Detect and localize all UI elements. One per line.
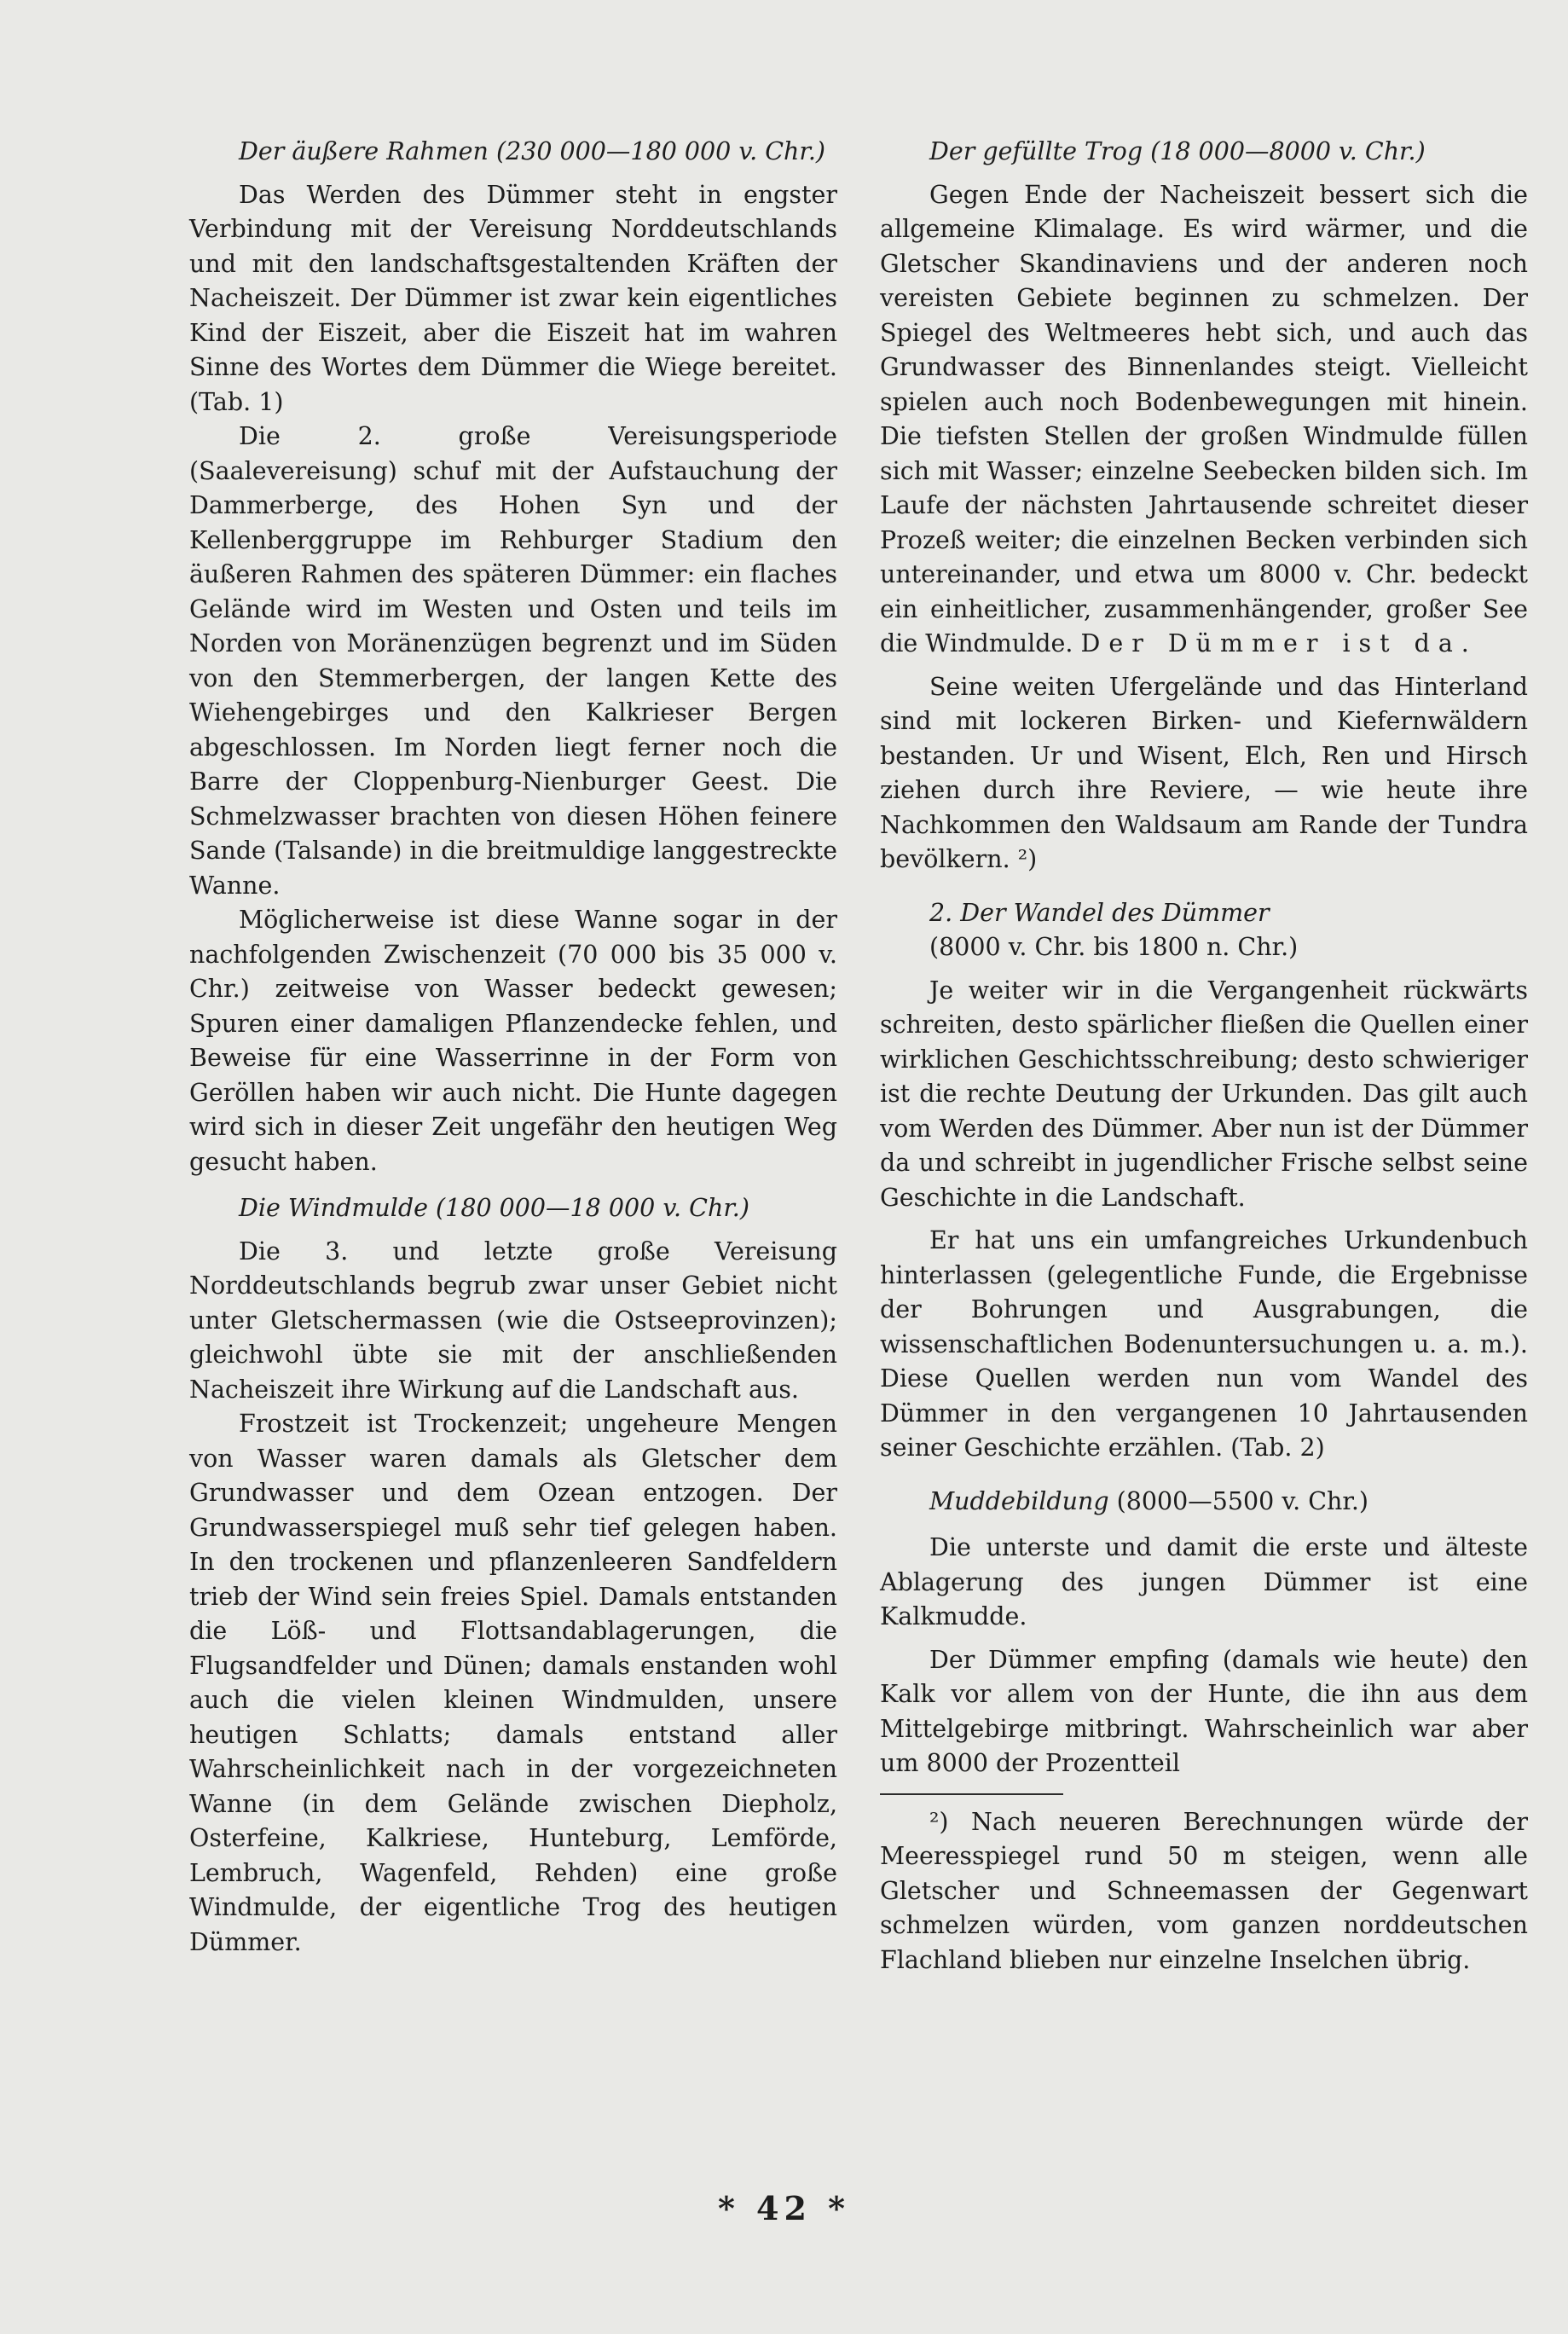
paragraph: Der Dümmer empfing (damals wie heute) den Kalk vor allem von der Hunte, die ihn aus dem Mittelgebirge mitbringt. Wahrscheinlich war aber um 8000 der Prozentteil: [880, 1645, 1528, 1777]
paragraph: Das Werden des Dümmer steht in engster Verbindung mit der Vereisung Norddeutschlands und mit den landschaftsgestaltenden Kräften der Nacheiszeit. Der Dümmer ist zwar kein eigentliches Kind der Eiszeit, aber die Eiszeit hat im wahren Sinne des Wortes dem Dümmer die Wiege bereitet. (Tab. 1): [189, 180, 837, 416]
section-heading-filled-trough: Der gefüllte Trog (18 000—8000 v. Chr.): [929, 137, 1426, 165]
footnote-reference: ²): [1017, 845, 1038, 873]
paragraph: Je weiter wir in die Vergangenheit rückwärts schreiten, desto spärlicher fließen die Quellen einer wirklichen Geschichtsschreibung; desto schwieriger ist die rechte Deutung der Urkunden. Das gilt auch vom Werden des Dümmer. Aber nun ist der Dümmer da und schreibt in jugendlicher Frische selbst seine Geschichte in die Landschaft.: [880, 976, 1528, 1212]
paragraph: Frostzeit ist Trockenzeit; ungeheure Mengen von Wasser waren damals als Gletscher dem Grundwasser und dem Ozean entzogen. Der Grundwasserspiegel muß sehr tief gelegen haben. In den trockenen und pflanzenleeren Sandfeldern trieb der Wind sein freies Spiel. Damals entstanden die Löß- und Flottsandablagerungen, die Flugsandfelder und Dünen; damals enstanden wohl auch die vielen kleinen Windmulden, unsere heutigen Schlatts; damals entstand aller Wahrscheinlichkeit nach in der vorgezeichneten Wanne (in dem Gelände zwischen Diepholz, Osterfeine, Kalkriese, Hunteburg, Lemförde, Lembruch, Wagenfeld, Rehden) eine große Windmulde, der eigentliche Trog des heutigen Dümmer.: [189, 1410, 837, 1956]
paragraph: Er hat uns ein umfangreiches Urkundenbuch hinterlassen (gelegentliche Funde, die Ergebnisse der Bohrungen und Ausgrabungen, die wissenschaftlichen Bodenuntersuchungen u. a. m.). Diese Quellen werden nun vom Wandel des Dümmer in den vergangenen 10 Jahrtausenden seiner Geschichte erzählen. (Tab. 2): [880, 1226, 1528, 1462]
paragraph: Die 3. und letzte große Vereisung Norddeutschlands begrub zwar unser Gebiet nicht unter Gletschermassen (wie die Ostseeprovinzen); gleichwohl übte sie mit der anschließenden Nacheiszeit ihre Wirkung auf die Landschaft aus.: [189, 1236, 837, 1404]
paragraph: [880, 670, 1528, 877]
section-heading-italic: Muddebildung: [929, 1486, 1109, 1515]
emphasized-text: Der Dümmer ist da.: [1080, 629, 1478, 657]
chapter-heading-dates: (8000 v. Chr. bis 1800 n. Chr.): [929, 933, 1299, 961]
section-heading-windmulde: Die Windmulde (180 000—18 000 v. Chr.): [239, 1194, 749, 1222]
footnote: [880, 1805, 1528, 1978]
paragraph-text: Seine weiten Ufergelände und das Hinterland sind mit lockeren Birken- und Kiefernwäldern bestanden. Ur und Wisent, Elch, Ren und Hirsch ziehen durch ihre Reviere, — wie heute ihre Nachkommen den Waldsaum am Rande der Tundra bevölkern.: [880, 672, 1528, 873]
right-column: [880, 135, 1528, 1978]
paragraph: Die unterste und damit die erste und älteste Ablagerung des jungen Dümmer ist eine Kalkmudde.: [880, 1533, 1528, 1630]
paragraph: Die 2. große Vereisungsperiode (Saalevereisung) schuf mit der Aufstauchung der Dammerberge, des Hohen Syn und der Kellenberggruppe im Rehburger Stadium den äußeren Rahmen des späteren Dümmer: ein flaches Gelände wird im Westen und Osten und teils im Norden von Moränenzügen begrenzt und im Süden von den Stemmerbergen, der langen Kette des Wiehengebirges und den Kalkrieser Bergen abgeschlossen. Im Norden liegt ferner noch die Barre der Cloppenburg-Nienburger Geest. Die Schmelzwasser brachten von diesen Höhen feinere Sande (Talsande) in die breitmuldige langgestreckte Wanne.: [189, 422, 837, 900]
section-heading-dates: (8000—5500 v. Chr.): [1108, 1486, 1369, 1515]
chapter-heading-line1: 2. Der Wandel des Dümmer: [929, 898, 1270, 927]
page-number: * 42 *: [717, 2189, 851, 2227]
chapter-heading-line2: [880, 930, 1528, 965]
paragraph: [880, 178, 1528, 662]
footnote-divider: [880, 1793, 1063, 1795]
section-heading-mudde: [880, 1485, 1528, 1520]
left-column: [189, 135, 837, 1960]
paragraph: Möglicherweise ist diese Wanne sogar in der nachfolgenden Zwischenzeit (70 000 bis 35 000 v. Chr.) zeitweise von Wasser bedeckt gewesen; Spuren einer damaligen Pflanzendecke fehlen, und Beweise für eine Wasserrinne in der Form von Geröllen haben wir auch nicht. Die Hunte dagegen wird sich in dieser Zeit ungefähr den heutigen Weg gesucht haben.: [189, 906, 837, 1176]
footnote-mark: ²): [929, 1807, 949, 1836]
section-heading-outer-frame: Der äußere Rahmen (230 000—180 000 v. Chr.): [239, 137, 826, 165]
paragraph-text: Gegen Ende der Nacheiszeit bessert sich die allgemeine Klimalage. Es wird wärmer, und die Gletscher Skandinaviens und der anderen noch vereisten Gebiete beginnen zu schmelzen. Der Spiegel des Weltmeeres hebt sich, und auch das Grundwasser des Binnenlandes steigt. Vielleicht spielen auch noch Bodenbewegungen mit hinein. Die tiefsten Stellen der großen Windmulde füllen sich mit Wasser; einzelne Seebecken bilden sich. Im Laufe der nächsten Jahrtausende schreitet dieser Prozeß weiter; die einzelnen Becken verbinden sich untereinander, und etwa um 8000 v. Chr. bedeckt ein einheitlicher, zusammenhängender, großer See die Windmulde.: [880, 180, 1528, 657]
footnote-text: Nach neueren Berechnungen würde der Meeresspiegel rund 50 m steigen, wenn alle Gletscher und Schneemassen der Gegenwart schmelzen würden, vom ganzen norddeutschen Flachland blieben nur einzelne Inselchen übrig.: [880, 1807, 1528, 1974]
